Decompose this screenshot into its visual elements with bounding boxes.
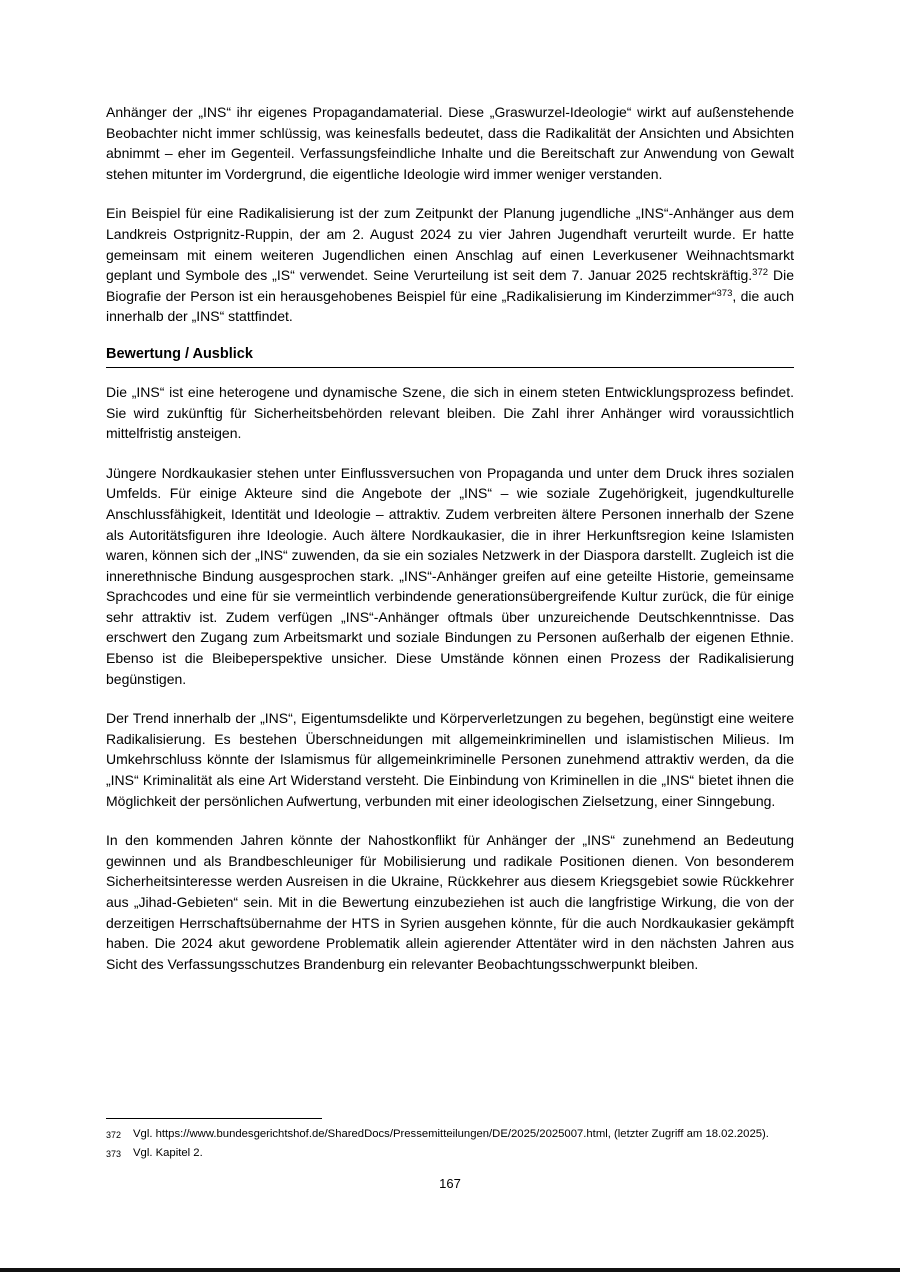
- page-bottom-edge: [0, 1268, 900, 1272]
- footnote-ref-373: 373: [716, 287, 733, 299]
- paragraph: Anhänger der „INS“ ihr eigenes Propagandamaterial. Diese „Graswurzel-Ideologie“ wirkt auf außenstehende Beobachter nicht immer schlüssig, was keinesfalls bedeutet, dass die Radikalität der Ansichten und Absichten abnimmt – eher im Gegenteil. Verfassungsfeindliche Inhalte und die Bereitschaft zur Anwendung von Gewalt stehen mitunter im Vordergrund, die eigentliche Ideologie wird immer weniger verstanden.: [106, 104, 794, 182]
- footnote-number: 372: [106, 1130, 122, 1140]
- section-heading: Bewertung / Ausblick: [106, 346, 794, 368]
- footnote-text: Vgl. Kapitel 2.: [133, 1147, 203, 1159]
- paragraph: In den kommenden Jahren könnte der Nahostkonflikt für Anhänger der „INS“ zunehmend an Bedeutung gewinnen und als Brandbeschleuniger für Mobilisierung und radikale Positionen dienen. Von besonderem Sicherheitsinteresse werden Ausreisen in die Ukraine, Rückkehrer aus diesem Kriegsgebiet sowie Rückkehrer aus „Jihad-Gebieten“ sein. Mit in die Bewertung einzubeziehen ist auch die langfristige Wirkung, die von der derzeitigen Herrschaftsübernahme der HTS in Syrien ausgehen könnte, für die auch Nordkaukasier gekämpft haben. Die 2024 akut gewordene Problematik allein agierender Attentäter wird in den nächsten Jahren aus Sicht des Verfassungsschutzes Brandenburg ein relevanter Beobachtungsschwerpunkt bleiben.: [106, 832, 794, 972]
- footnote-ref-372: 372: [752, 267, 769, 279]
- footnote-area: [106, 1118, 794, 1165]
- paragraph: Der Trend innerhalb der „INS“, Eigentumsdelikte und Körperverletzungen zu begehen, begünstigt eine weitere Radikalisierung. Es bestehen Überschneidungen mit allgemeinkriminellen und islamistischen Milieus. Im Umkehrschluss könnte der Islamismus für allgemeinkriminelle Personen zunehmend attraktiv werden, da die „INS“ Kriminalität als eine Art Widerstand versteht. Die Einbindung von Kriminellen in die „INS“ bietet ihnen die Möglichkeit der persönlichen Aufwertung, verbunden mit einer ideologischen Zielsetzung, einer Sinngebung.: [106, 710, 794, 809]
- paragraph: Jüngere Nordkaukasier stehen unter Einflussversuchen von Propaganda und unter dem Druck ihres sozialen Umfelds. Für einige Akteure sind die Angebote der „INS“ – wie soziale Zugehörigkeit, jugendkulturelle Anschlussfähigkeit, Identität und Ideologie – attraktiv. Zudem verbreiten ältere Personen innerhalb der Szene als Autoritätsfiguren ihre Ideologie. Auch ältere Nordkaukasier, die in ihrer Herkunftsregion keine Islamisten waren, können sich der „INS“ zuwenden, da sie ein soziales Netzwerk in der Diaspora darstellt. Zugleich ist die innerethnische Bindung ausgesprochen stark. „INS“-Anhänger greifen auf eine geteilte Historie, gemeinsame Sprachcodes und eine für sie vermeintlich verbindende generationsübergreifende Kultur zurück, die für einige sehr attraktiv ist. Zudem verfügen „INS“-Anhänger oftmals über unzureichende Deutschkenntnisse. Das erschwert den Zugang zum Arbeitsmarkt und soziale Bindungen zu Personen außerhalb der eigenen Ethnie. Ebenso ist die Bleibeperspektive unsicher. Diese Umstände können einen Prozess der Radikalisierung begünstigen.: [106, 464, 794, 687]
- footnote: [106, 1146, 794, 1162]
- footnote-text: Vgl. https://www.bundesgerichtshof.de/SharedDocs/Pressemitteilungen/DE/2025/2025007.html, (letzter Zugriff am 18.02.2025).: [133, 1128, 769, 1140]
- footnote-number: 373: [106, 1149, 122, 1159]
- footnote-separator: [106, 1118, 322, 1119]
- paragraph-text: Die Biografie der Person ist ein herausgehobenes Beispiel für eine „Radikalisierung im Kinderzimmer“: [106, 267, 794, 304]
- paragraph: [106, 203, 794, 327]
- footnote: [106, 1127, 794, 1143]
- paragraph-text: Ein Beispiel für eine Radikalisierung ist der zum Zeitpunkt der Planung jugendliche „INS“-Anhänger aus dem Landkreis Ostprignitz-Ruppin, der am 2. August 2024 zu vier Jahren Jugendhaft verurteilt wurde. Er hatte gemeinsam mit einem weiteren Jugendlichen einen Anschlag auf einen Leverkusener Weihnachtsmarkt geplant und Symbole des „IS“ verwendet. Seine Verurteilung ist seit dem 7. Januar 2025 rechtskräftig.: [106, 205, 794, 284]
- paragraph: Die „INS“ ist eine heterogene und dynamische Szene, die sich in einem steten Entwicklungsprozess befindet. Sie wird zukünftig für Sicherheitsbehörden relevant bleiben. Die Zahl ihrer Anhänger wird voraussichtlich mittelfristig ansteigen.: [106, 383, 794, 442]
- page-number: 167: [439, 1176, 461, 1191]
- page-content: [106, 102, 794, 993]
- paragraph-text: , die auch innerhalb der „INS“ stattfindet.: [106, 287, 794, 325]
